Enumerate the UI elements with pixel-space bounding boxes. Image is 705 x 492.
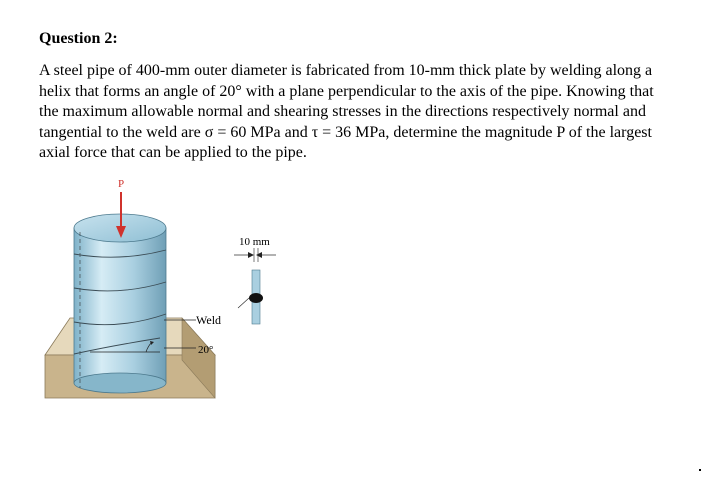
problem-statement: A steel pipe of 400-mm outer diameter is fabricated from 10-mm thick plate by welding along a helix that forms an angle of 20° with a plane perpendicular to the axis of the pipe. Knowing that the maximum allowable normal and shearing stresses in the directions respectively normal and tangential to the weld are σ = 60 MPa and τ = 36 MPa, determine the magnitude P of the largest axial force that can be applied to the pipe.: [39, 62, 654, 161]
angle-label: 20°: [198, 344, 214, 356]
thickness-arrowhead-left: [248, 252, 254, 258]
thickness-arrowhead-right: [256, 252, 262, 258]
page-marker: [699, 469, 701, 471]
pipe-bottom-edge: [74, 373, 166, 393]
question-heading: [39, 30, 118, 48]
pipe-diagram: [40, 170, 300, 400]
thickness-label: 10 mm: [239, 236, 270, 248]
force-label: P: [117, 178, 125, 190]
pipe-body: [74, 228, 166, 383]
weld-bead: [249, 293, 263, 303]
pipe-figure: [40, 170, 300, 400]
question-title: Question 2: [39, 30, 113, 47]
weld-bead-leader: [238, 298, 249, 308]
weld-label: Weld: [196, 313, 222, 327]
question-title-colon: :: [112, 30, 118, 47]
